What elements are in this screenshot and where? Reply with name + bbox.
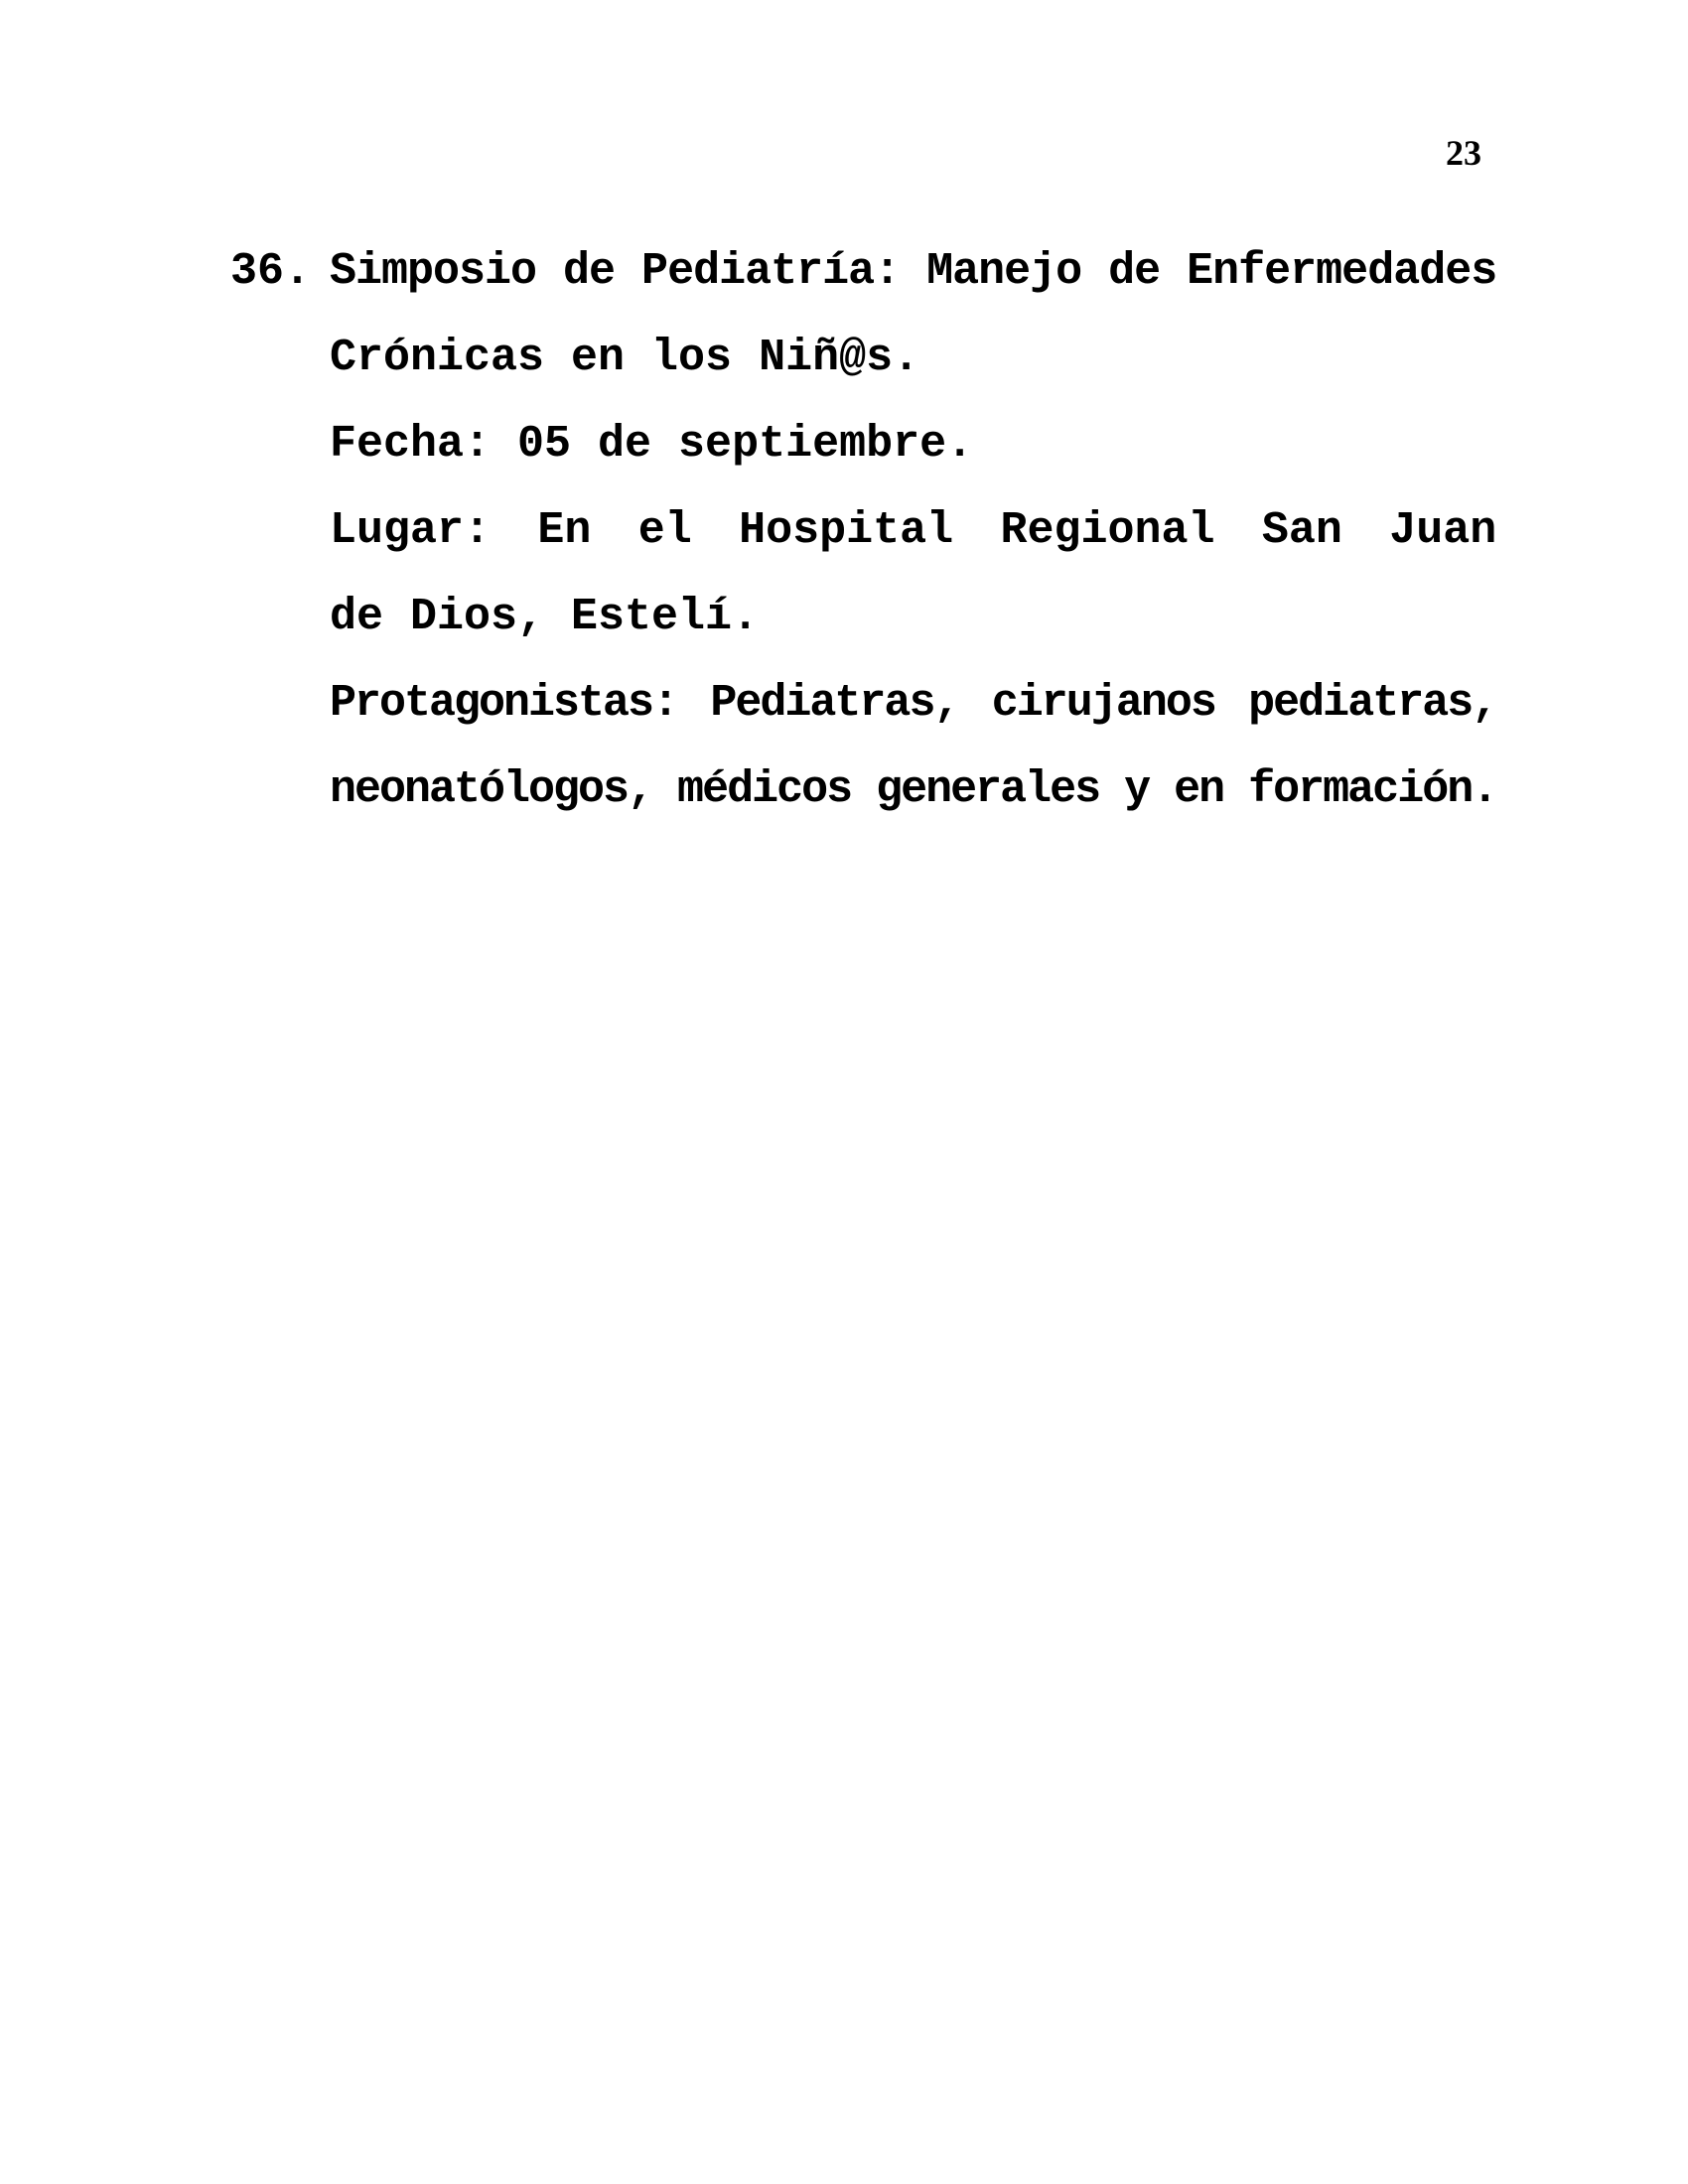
event-date: Fecha: 05 de septiembre. bbox=[330, 419, 974, 470]
entry-number: 36. bbox=[230, 246, 312, 297]
event-title-line-2: Crónicas en los Niñ@s. bbox=[330, 333, 920, 383]
entry-body bbox=[330, 228, 1496, 833]
event-title-line-1: Simposio de Pediatría: Manejo de Enfermedades bbox=[330, 246, 1497, 297]
event-entry bbox=[230, 228, 1497, 833]
event-entry-row bbox=[230, 228, 1497, 833]
event-participants-line-2: neonatólogos, médicos generales y en formación. bbox=[330, 764, 1497, 815]
event-place-line-2: de Dios, Estelí. bbox=[330, 592, 760, 642]
event-place-line-1: Lugar: En el Hospital Regional San Juan bbox=[330, 505, 1497, 556]
page-number: 23 bbox=[1446, 133, 1481, 173]
event-participants-line-1: Protagonistas: Pediatras, cirujanos pediatras, bbox=[330, 678, 1497, 729]
